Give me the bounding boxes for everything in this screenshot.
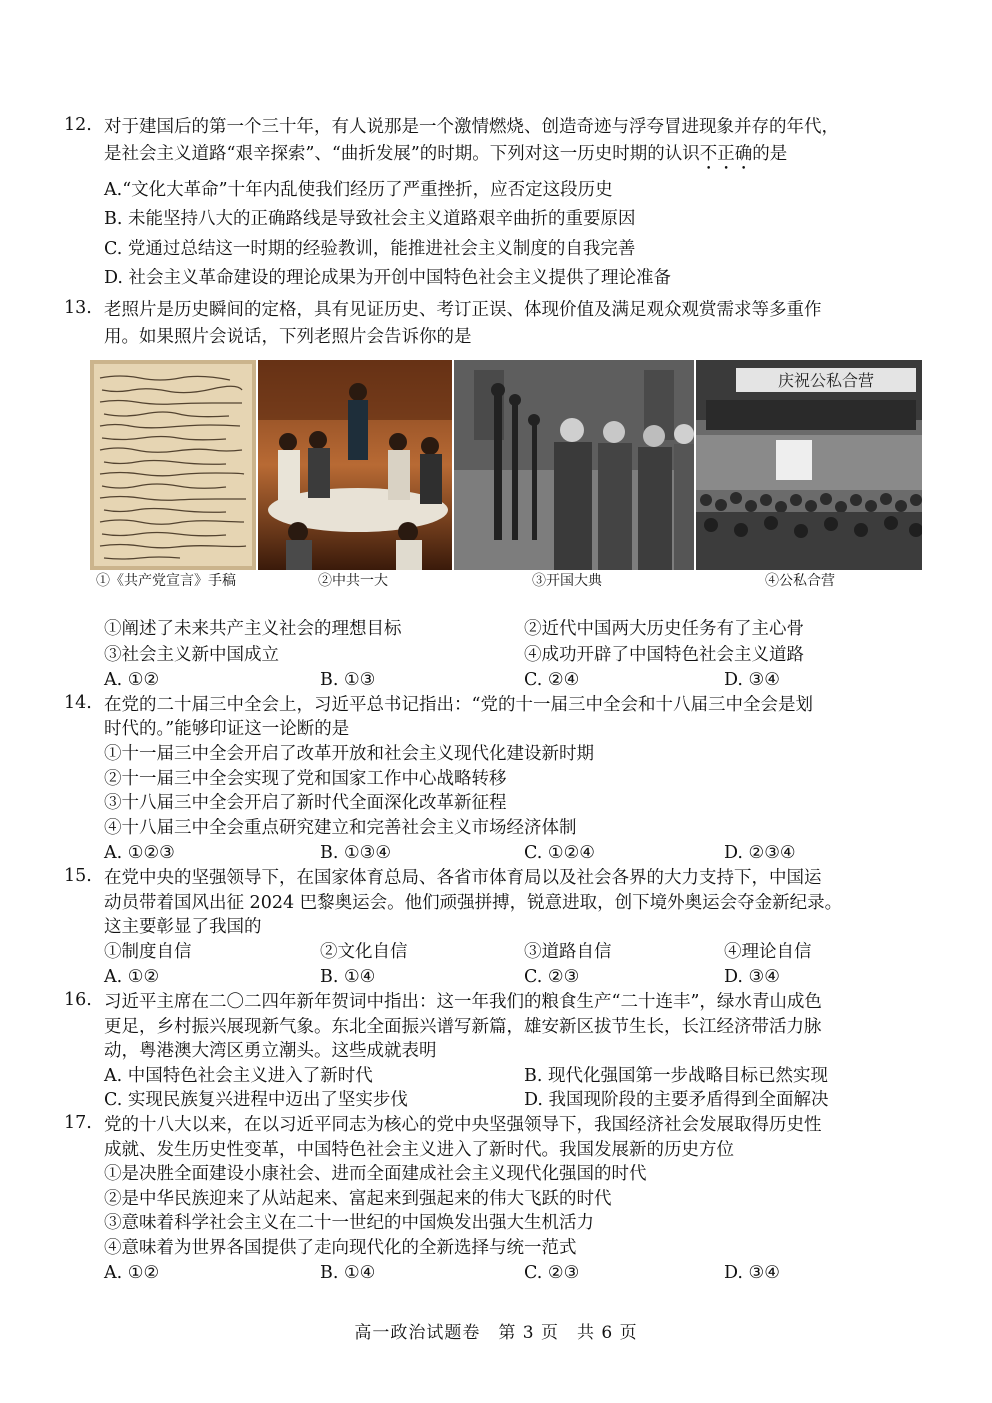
question-stem: 是社会主义道路“艰辛探索”、“曲折发展”的时期。下列对这一历史时期的认识不正确的是	[104, 144, 788, 164]
question-stem: 习近平主席在二〇二四年新年贺词中指出：这一年我们的粮食生产“二十连丰”，绿水青山成色	[104, 992, 822, 1012]
option-a: A. ①②	[104, 967, 160, 987]
question-stem: 更足，乡村振兴展现新气象。东北全面振兴谱写新篇，雄安新区拔节生长，长江经济带活力脉	[104, 1017, 822, 1037]
option-a: A.“文化大革命”十年内乱使我们经历了严重挫折，应否定这段历史	[104, 180, 613, 200]
photo-strip	[90, 360, 922, 570]
statement-2: ②近代中国两大历史任务有了主心骨	[524, 619, 804, 639]
option-c: C. ②③	[524, 967, 580, 987]
statement-2: ②十一届三中全会实现了党和国家工作中心战略转移	[104, 769, 507, 789]
option-a: A. 中国特色社会主义进入了新时代	[104, 1066, 373, 1086]
question-number: 14.	[64, 693, 92, 713]
option-d: D. ③④	[724, 1263, 780, 1283]
public-private-partnership-photo	[696, 360, 922, 570]
statement-4: ④成功开辟了中国特色社会主义道路	[524, 645, 804, 665]
question-stem: 对于建国后的第一个三十年，有人说那是一个激情燃烧、创造奇迹与浮夸冒进现象并存的年代，	[104, 117, 839, 137]
option-b: B. 未能坚持八大的正确路线是导致社会主义道路艰辛曲折的重要原因	[104, 209, 636, 229]
statement-1: ①十一届三中全会开启了改革开放和社会主义现代化建设新时期	[104, 744, 594, 764]
option-d: D. ②③④	[724, 843, 796, 863]
question-stem: 老照片是历史瞬间的定格，具有见证历史、考订正误、体现价值及满足观众观赏需求等多重作	[104, 300, 822, 320]
option-b: B. 现代化强国第一步战略目标已然实现	[524, 1066, 828, 1086]
page-footer: 高一政治试题卷 第 3 页 共 6 页	[354, 1323, 638, 1343]
banner-text: 庆祝公私合营	[777, 371, 875, 390]
statement-4: ④理论自信	[724, 942, 812, 962]
statement-1: ①是决胜全面建设小康社会、进而全面建成社会主义现代化强国的时代	[104, 1164, 647, 1184]
option-c: C. ②④	[524, 670, 580, 690]
question-stem: 时代的。”能够印证这一论断的是	[104, 719, 350, 739]
option-d: D. 社会主义革命建设的理论成果为开创中国特色社会主义提供了理论准备	[104, 268, 672, 288]
question-number: 13.	[64, 298, 92, 318]
option-a: A. ①②	[104, 1263, 160, 1283]
option-d: D. ③④	[724, 670, 780, 690]
photo-caption: ①《共产党宣言》手稿	[96, 573, 236, 589]
question-number: 16.	[64, 990, 92, 1010]
question-stem: 在党的二十届三中全会上，习近平总书记指出：“党的十一届三中全会和十八届三中全会是划	[104, 695, 813, 715]
question-number: 12.	[64, 115, 92, 135]
question-stem: 成就、发生历史性变革，中国特色社会主义进入了新时代。我国发展新的历史方位	[104, 1140, 734, 1160]
option-b: B. ①③④	[320, 843, 392, 863]
statement-2: ②是中华民族迎来了从站起来、富起来到强起来的伟大飞跃的时代	[104, 1189, 612, 1209]
question-stem: 动，粤港澳大湾区勇立潮头。这些成就表明	[104, 1041, 437, 1061]
statement-3: ③道路自信	[524, 942, 612, 962]
option-b: B. ①④	[320, 967, 376, 987]
option-b: B. ①④	[320, 1263, 376, 1283]
statement-2: ②文化自信	[320, 942, 408, 962]
option-c: C. ②③	[524, 1263, 580, 1283]
question-number: 17.	[64, 1113, 92, 1133]
photo-caption: ③开国大典	[532, 573, 602, 589]
option-a: A. ①②③	[104, 843, 175, 863]
statement-1: ①阐述了未来共产主义社会的理想目标	[104, 619, 402, 639]
statement-3: ③社会主义新中国成立	[104, 645, 279, 665]
option-a: A. ①②	[104, 670, 160, 690]
question-number: 15.	[64, 866, 92, 886]
statement-4: ④意味着为世界各国提供了走向现代化的全新选择与统一范式	[104, 1238, 577, 1258]
option-b: B. ①③	[320, 670, 376, 690]
question-stem: 动员带着国风出征 2024 巴黎奥运会。他们顽强拼搏，锐意进取，创下境外奥运会夺金新纪录。	[104, 893, 843, 913]
option-d: D. 我国现阶段的主要矛盾得到全面解决	[524, 1090, 829, 1110]
option-c: C. 实现民族复兴进程中迈出了坚实步伐	[104, 1090, 408, 1110]
option-c: C. 党通过总结这一时期的经验教训，能推进社会主义制度的自我完善	[104, 239, 636, 259]
statement-4: ④十八届三中全会重点研究建立和完善社会主义市场经济体制	[104, 818, 577, 838]
first-congress-photo	[258, 360, 452, 570]
emphasis-text: 不正确	[699, 144, 753, 164]
option-d: D. ③④	[724, 967, 780, 987]
statement-3: ③意味着科学社会主义在二十一世纪的中国焕发出强大生机活力	[104, 1213, 594, 1233]
photo-caption: ④公私合营	[765, 573, 835, 589]
photo-caption: ②中共一大	[318, 573, 388, 589]
question-stem: 用。如果照片会说话，下列老照片会告诉你的是	[104, 327, 472, 347]
founding-ceremony-photo	[454, 360, 694, 570]
question-stem: 这主要彰显了我国的	[104, 917, 262, 937]
question-stem: 党的十八大以来，在以习近平同志为核心的党中央坚强领导下，我国经济社会发展取得历史性	[104, 1115, 822, 1135]
option-c: C. ①②④	[524, 843, 595, 863]
manuscript-photo	[90, 360, 256, 570]
statement-1: ①制度自信	[104, 942, 192, 962]
question-stem: 在党中央的坚强领导下，在国家体育总局、各省市体育局以及社会各界的大力支持下，中国运	[104, 868, 822, 888]
statement-3: ③十八届三中全会开启了新时代全面深化改革新征程	[104, 793, 507, 813]
